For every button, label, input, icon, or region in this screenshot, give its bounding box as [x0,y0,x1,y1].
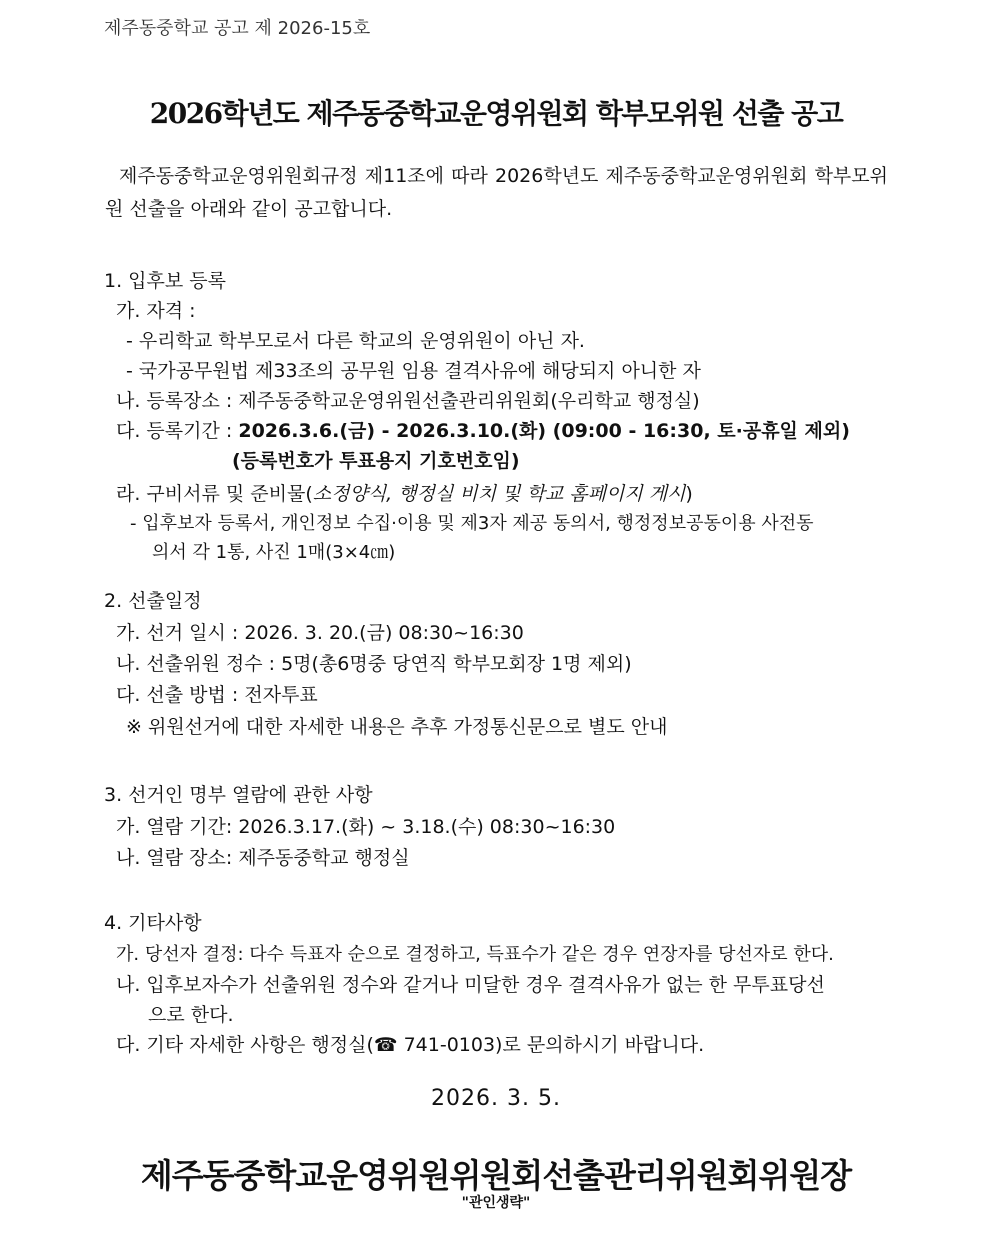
section-4-heading: 4. 기타사항 [104,912,202,934]
required-documents-close: ) [685,483,693,505]
required-documents-item-line2: 의서 각 1통, 사진 1매(3×4㎝) [152,542,396,563]
registration-period-label: 다. 등록기간 : [116,420,239,442]
intro-paragraph: 제주동중학교운영위원회규정 제11조에 따라 2026학년도 제주동중학교운영위원회 학부모위원 선출을 아래와 같이 공고합니다. [105,165,888,220]
winner-decision: 가. 당선자 결정: 다수 득표자 순으로 결정하고, 득표수가 같은 경우 연장자를 당선자로 한다. [116,944,834,965]
inquiry-suffix: )로 문의하시기 바랍니다. [495,1034,705,1056]
section-2-heading: 2. 선출일정 [104,590,202,612]
uncontested-election-line1: 나. 입후보자수가 선출위원 정수와 같거나 미달한 경우 결격사유가 없는 한 무투표당선 [116,974,825,996]
uncontested-election-line2: 으로 한다. [148,1004,234,1026]
registration-number-note: (등록번호가 투표용지 기호번호임) [232,450,520,472]
notice-number: 제주동중학교 공고 제 2026-15호 [104,18,371,39]
signer-title: 제주동중학교운영위원위원회선출관리위원회위원장 [140,1156,852,1195]
notice-date: 2026. 3. 5. [431,1086,561,1111]
election-note: ※ 위원선거에 대한 자세한 내용은 추후 가정통신문으로 별도 안내 [126,716,668,738]
document-title: 2026학년도 제주동중학교운영위원회 학부모위원 선출 공고 [149,97,843,130]
required-documents-note: 소정양식, 행정실 비치 및 학교 홈페이지 게시 [312,483,686,505]
section-3-heading: 3. 선거인 명부 열람에 관한 사항 [104,784,373,806]
required-documents-item-line1: - 입후보자 등록서, 개인정보 수집·이용 및 제3자 제공 동의서, 행정정보공동이용 사전동 [130,513,814,534]
election-method: 다. 선출 방법 : 전자투표 [116,684,318,706]
registration-period-value: 2026.3.6.(금) - 2026.3.10.(화) (09:00 - 16:30, 토·공휴일 제외) [238,420,850,442]
seal-omitted: "관인생략" [461,1195,531,1211]
inquiry-prefix: 다. 기타 자세한 사항은 행정실( [116,1034,374,1056]
required-documents-label: 라. 구비서류 및 준비물( [116,483,313,505]
qualification-item-2: - 국가공무원법 제33조의 공무원 임용 결격사유에 해당되지 아니한 자 [126,360,701,382]
election-datetime: 가. 선거 일시 : 2026. 3. 20.(금) 08:30~16:30 [116,622,524,644]
registration-place: 나. 등록장소 : 제주동중학교운영위원선출관리위원회(우리학교 행정실) [116,390,700,412]
phone-number: 741-0103 [397,1034,496,1056]
qualification-item-1: - 우리학교 학부모로서 다른 학교의 운영위원이 아닌 자. [126,330,585,352]
number-of-members: 나. 선출위원 정수 : 5명(총6명중 당연직 학부모회장 1명 제외) [116,653,632,675]
required-documents [116,481,693,507]
inquiry-line [116,1032,704,1058]
qualification-label: 가. 자격 : [116,300,196,322]
inspection-place: 나. 열람 장소: 제주동중학교 행정실 [116,847,410,869]
section-1-heading: 1. 입후보 등록 [104,270,226,292]
inspection-period: 가. 열람 기간: 2026.3.17.(화) ~ 3.18.(수) 08:30~16:30 [116,816,616,838]
phone-icon: ☎ [373,1034,398,1056]
registration-period [116,418,850,444]
